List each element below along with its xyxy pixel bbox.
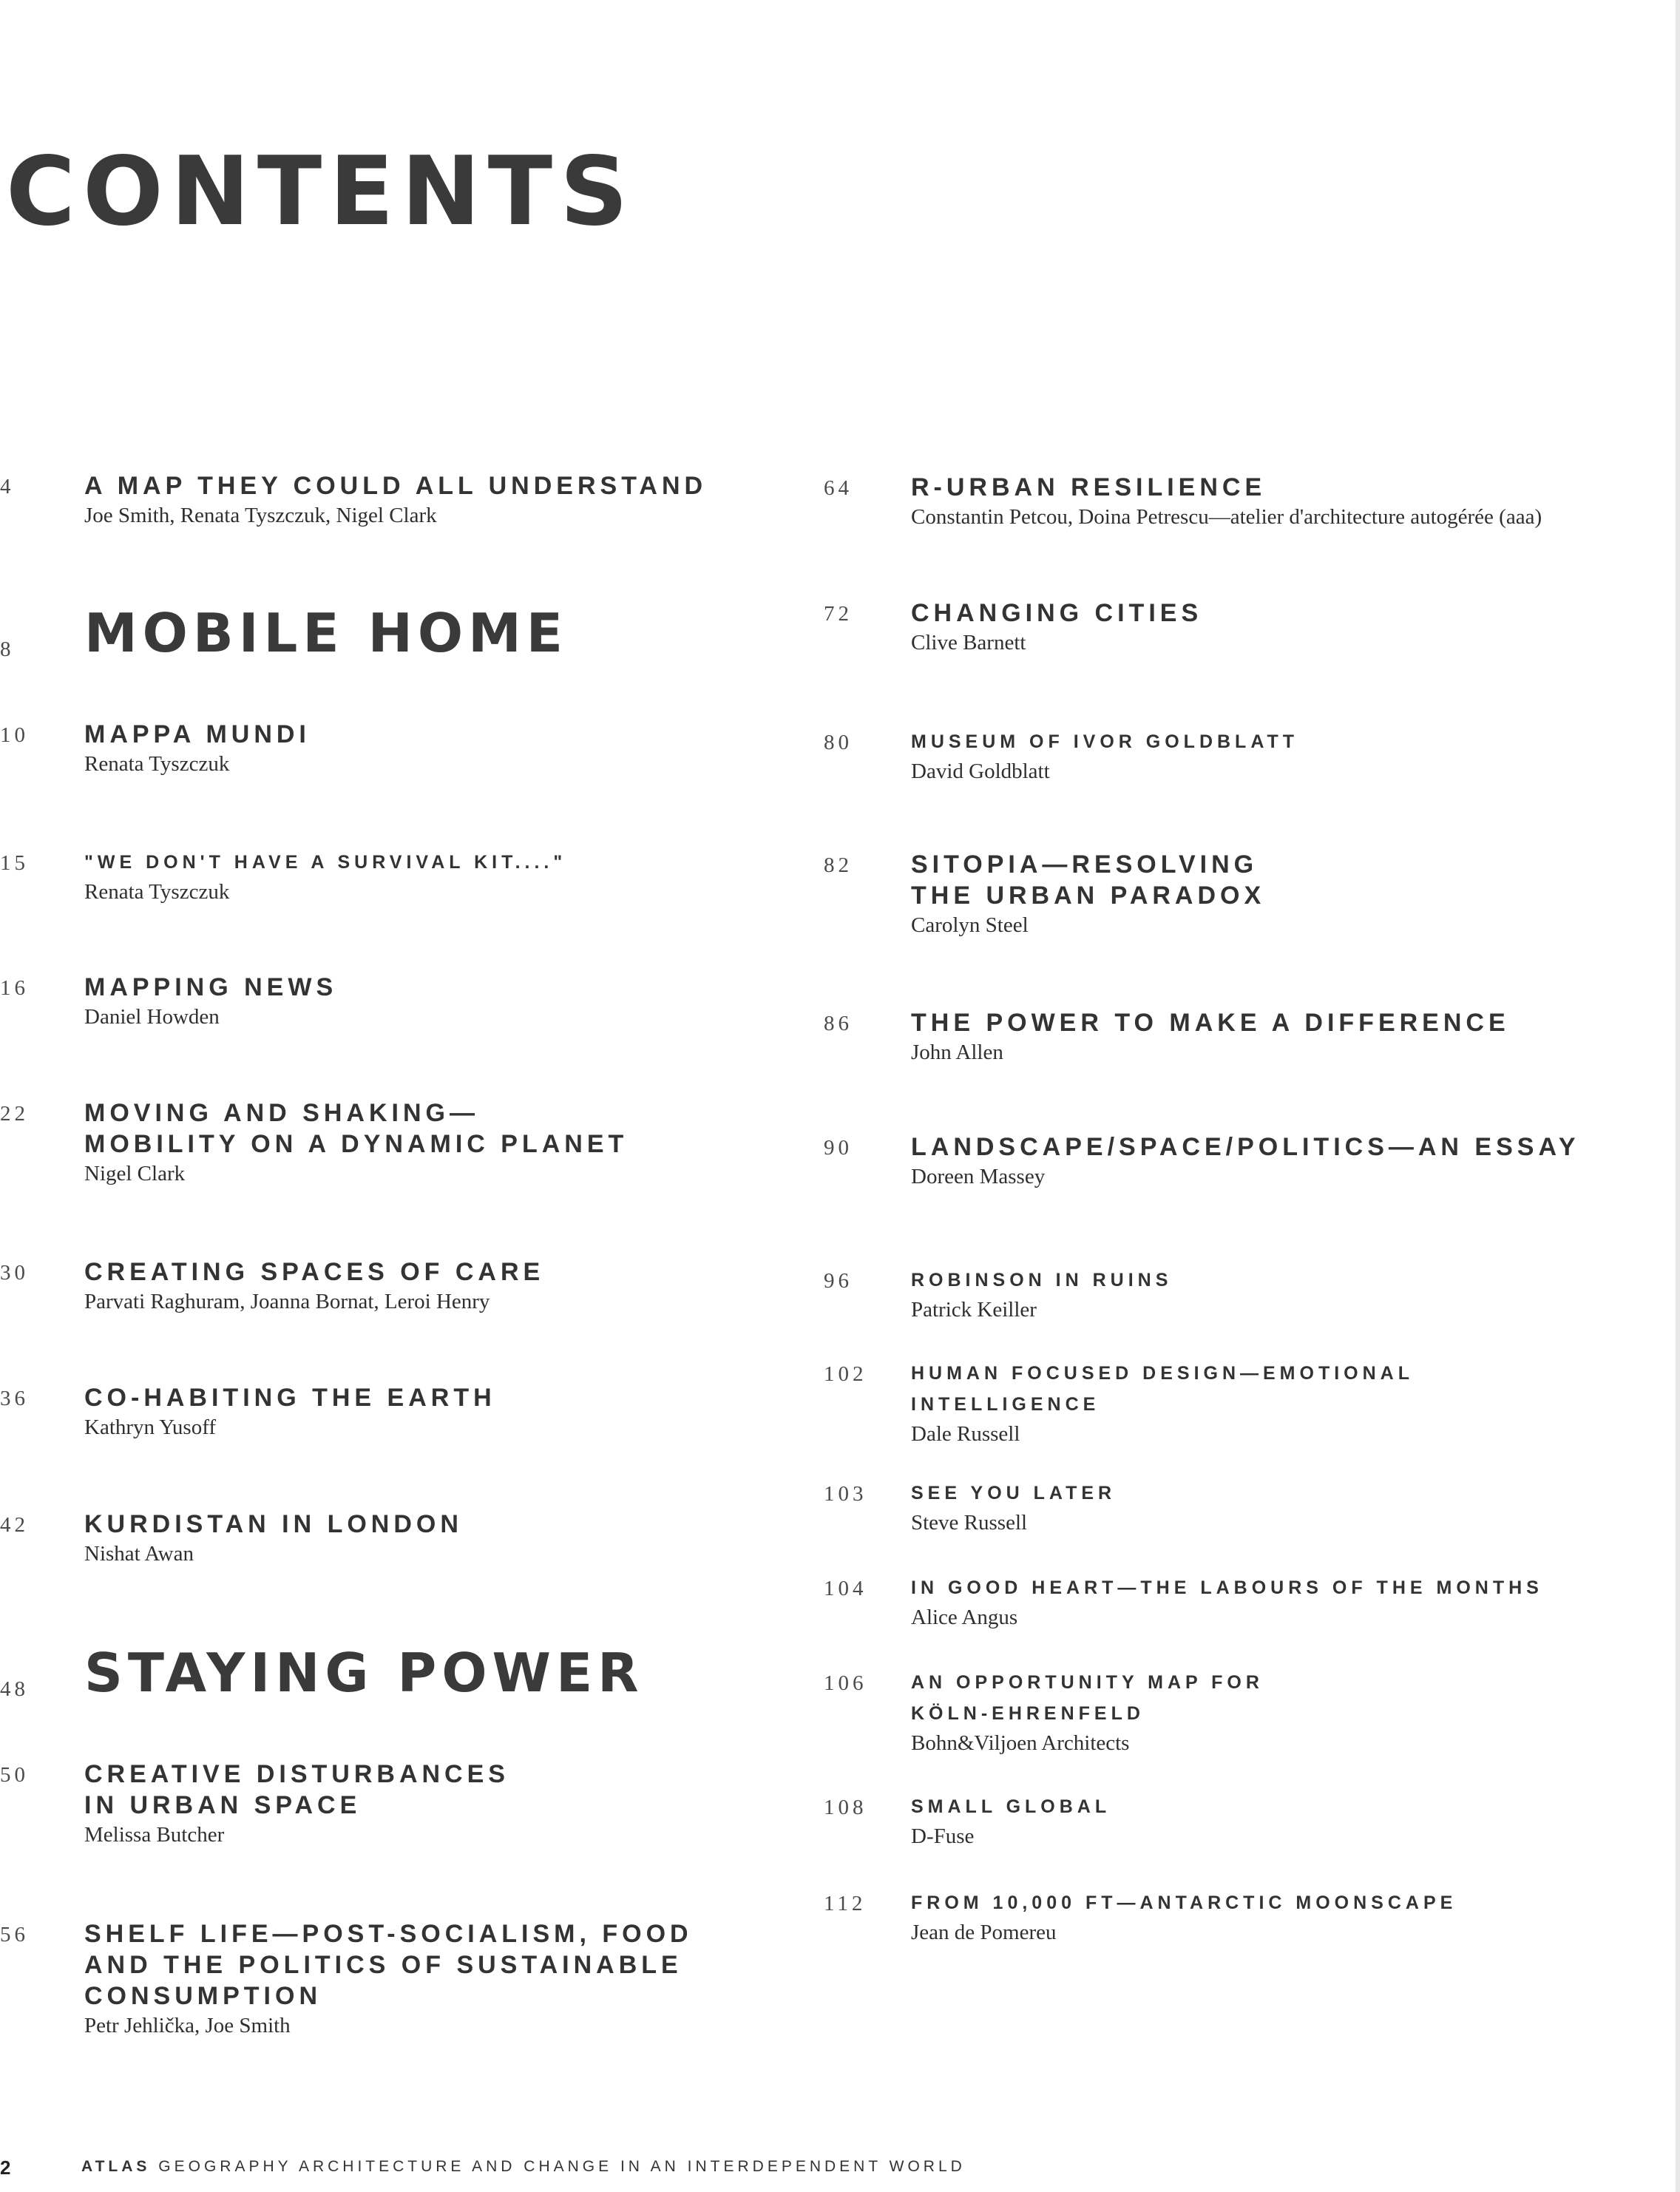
page-number: 86 [824, 1012, 853, 1035]
page-number: 102 [824, 1362, 867, 1386]
entry-title: LANDSCAPE/SPACE/POLITICS—AN ESSAY [911, 1133, 1580, 1161]
page-number: 22 [0, 1102, 29, 1126]
toc-entry[interactable] [911, 1478, 1116, 1537]
page-number: 4 [0, 475, 15, 498]
entry-title: INTELLIGENCE [911, 1394, 1100, 1415]
toc-entry[interactable] [911, 1572, 1543, 1631]
toc-entry[interactable] [84, 1759, 509, 1849]
footer-brand: ATLAS [81, 2158, 151, 2175]
page-number: 56 [0, 1923, 29, 1946]
page-number: 112 [824, 1892, 867, 1915]
page-number: 104 [824, 1577, 867, 1600]
entry-authors: Joe Smith, Renata Tyszczuk, Nigel Clark [84, 504, 437, 527]
entry-title: MAPPA MUNDI [84, 720, 311, 748]
toc-entry[interactable] [911, 1667, 1264, 1757]
entry-authors: Jean de Pomereu [911, 1921, 1057, 1944]
entry-title: AN OPPORTUNITY MAP FOR [911, 1672, 1264, 1693]
toc-entry[interactable] [84, 719, 311, 778]
section-heading[interactable]: STAYING POWER [84, 1642, 644, 1704]
entry-title: CONSUMPTION [84, 1982, 322, 2010]
entry-title: THE URBAN PARADOX [911, 882, 1266, 910]
entry-authors: Steve Russell [911, 1511, 1028, 1535]
entry-title: SITOPIA—RESOLVING [911, 850, 1259, 879]
toc-entry[interactable] [911, 1265, 1172, 1324]
page-number: 50 [0, 1763, 29, 1787]
page-number: 42 [0, 1513, 29, 1537]
entry-title: CHANGING CITIES [911, 599, 1203, 627]
toc-entry[interactable] [911, 726, 1298, 785]
entry-authors: Dale Russell [911, 1422, 1020, 1446]
toc-entry[interactable] [84, 1509, 463, 1568]
entry-title: CO-HABITING THE EARTH [84, 1384, 496, 1412]
footer-subtitle: GEOGRAPHY ARCHITECTURE AND CHANGE IN AN INTERDEPENDENT WORLD [158, 2158, 966, 2175]
entry-authors: John Allen [911, 1041, 1003, 1064]
toc-entry[interactable] [911, 1791, 1111, 1850]
entry-title: MUSEUM OF IVOR GOLDBLATT [911, 731, 1299, 752]
entry-authors: Melissa Butcher [84, 1823, 225, 1847]
page-number: 16 [0, 976, 29, 1000]
entry-title: SEE YOU LATER [911, 1483, 1117, 1503]
entry-title: IN GOOD HEART—THE LABOURS OF THE MONTHS [911, 1577, 1543, 1598]
entry-authors: Renata Tyszczuk [84, 880, 230, 904]
page-number: 36 [0, 1387, 29, 1410]
toc-entry[interactable] [84, 1256, 544, 1316]
toc-entry[interactable] [84, 1097, 628, 1188]
toc-entry[interactable] [84, 847, 566, 906]
entry-authors: David Goldblatt [911, 760, 1050, 783]
page-number: 90 [824, 1136, 853, 1160]
entry-authors: Renata Tyszczuk [84, 752, 230, 776]
toc-entry[interactable] [84, 972, 337, 1031]
entry-authors: Constantin Petcou, Doina Petrescu—atelier d'architecture autogérée (aaa) [911, 505, 1542, 529]
page-number: 72 [824, 602, 853, 626]
page-number: 80 [824, 731, 853, 754]
toc-entry[interactable] [911, 849, 1265, 939]
entry-authors: D-Fuse [911, 1824, 975, 1848]
entry-authors: Nishat Awan [84, 1542, 194, 1566]
entry-title: CREATIVE DISTURBANCES [84, 1760, 509, 1788]
entry-authors: Doreen Massey [911, 1165, 1046, 1188]
page-folio: 2 [0, 2157, 11, 2179]
entry-title: FROM 10,000 FT—ANTARCTIC MOONSCAPE [911, 1892, 1457, 1913]
toc-entry[interactable] [911, 1007, 1510, 1066]
entry-authors: Carolyn Steel [911, 913, 1029, 937]
page-number: 10 [0, 723, 29, 747]
toc-entry[interactable] [911, 598, 1202, 657]
entry-authors: Daniel Howden [84, 1005, 220, 1029]
entry-title: AND THE POLITICS OF SUSTAINABLE [84, 1951, 682, 1979]
entry-title: CREATING SPACES OF CARE [84, 1258, 545, 1286]
entry-title: MOBILITY ON A DYNAMIC PLANET [84, 1130, 629, 1158]
page-number: 30 [0, 1261, 29, 1285]
section-page-number: 8 [0, 637, 15, 661]
entry-title: MOVING AND SHAKING— [84, 1099, 479, 1127]
entry-authors: Kathryn Yusoff [84, 1415, 217, 1439]
page-edge [1676, 0, 1680, 2192]
toc-entry[interactable] [84, 470, 707, 530]
entry-title: "WE DON'T HAVE A SURVIVAL KIT...." [84, 852, 567, 873]
page-number: 64 [824, 476, 853, 500]
entry-title: IN URBAN SPACE [84, 1791, 362, 1819]
running-footer [81, 2158, 966, 2176]
entry-title: SHELF LIFE—POST-SOCIALISM, FOOD [84, 1920, 693, 1948]
entry-authors: Alice Angus [911, 1606, 1018, 1629]
toc-entry[interactable] [84, 1382, 496, 1441]
toc-entry[interactable] [911, 472, 1542, 531]
entry-title: KURDISTAN IN LONDON [84, 1510, 463, 1538]
entry-authors: Clive Barnett [911, 631, 1026, 654]
page-number: 96 [824, 1269, 853, 1293]
page-number: 103 [824, 1482, 867, 1506]
entry-authors: Bohn&Viljoen Architects [911, 1731, 1130, 1755]
page-title: CONTENTS [6, 137, 636, 247]
entry-title: R-URBAN RESILIENCE [911, 473, 1267, 501]
page-number: 108 [824, 1796, 867, 1819]
entry-title: MAPPING NEWS [84, 973, 338, 1001]
entry-authors: Petr Jehlička, Joe Smith [84, 2014, 291, 2037]
toc-entry[interactable] [911, 1131, 1580, 1191]
section-page-number: 48 [0, 1677, 29, 1701]
entry-title: A MAP THEY COULD ALL UNDERSTAND [84, 472, 708, 500]
toc-entry[interactable] [911, 1887, 1457, 1946]
section-heading[interactable]: MOBILE HOME [84, 602, 568, 664]
entry-authors: Nigel Clark [84, 1162, 186, 1185]
entry-title: SMALL GLOBAL [911, 1796, 1111, 1817]
entry-authors: Parvati Raghuram, Joanna Bornat, Leroi Henry [84, 1290, 490, 1313]
entry-title: ROBINSON IN RUINS [911, 1270, 1173, 1290]
entry-title: KÖLN-EHRENFELD [911, 1703, 1145, 1724]
toc-entry[interactable] [911, 1358, 1414, 1448]
page-number: 15 [0, 851, 29, 875]
page-number: 106 [824, 1671, 867, 1695]
entry-title: THE POWER TO MAKE A DIFFERENCE [911, 1009, 1510, 1037]
page-number: 82 [824, 853, 853, 877]
entry-title: HUMAN FOCUSED DESIGN—EMOTIONAL [911, 1363, 1414, 1384]
entry-authors: Patrick Keiller [911, 1298, 1037, 1322]
toc-entry[interactable] [84, 1918, 693, 2040]
